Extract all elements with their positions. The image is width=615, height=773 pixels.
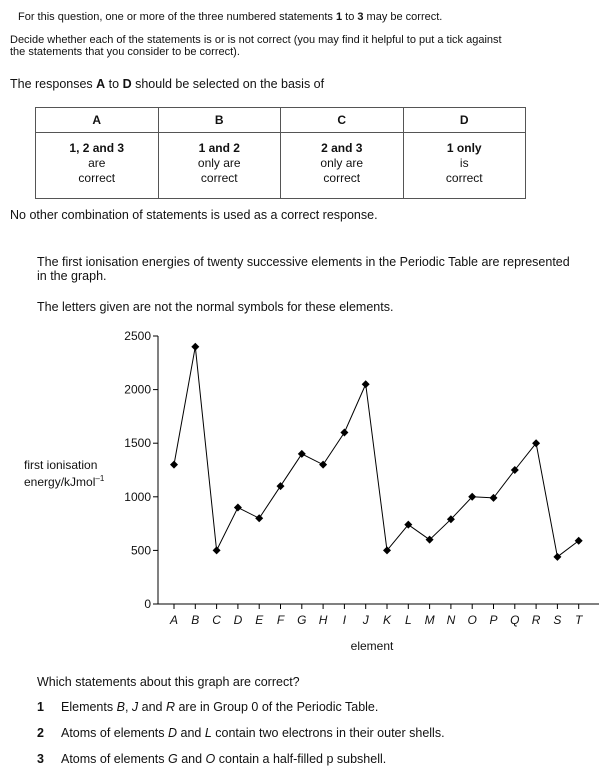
x-tick-label: M (424, 613, 435, 627)
data-point-E (255, 514, 263, 522)
x-axis-ticks (169, 604, 584, 627)
x-tick-label: N (446, 613, 456, 627)
table-header-b: B (158, 108, 281, 133)
x-tick-label: B (191, 613, 200, 627)
x-tick-label: P (489, 613, 498, 627)
table-cell-d: 1 only is correct (403, 133, 526, 199)
x-tick-label: O (467, 613, 477, 627)
table-cell-b: 1 and 2 only are correct (158, 133, 281, 199)
x-tick-label: L (404, 613, 412, 627)
data-point-D (234, 504, 242, 512)
x-tick-label: H (318, 613, 328, 627)
data-point-A (170, 461, 178, 469)
data-point-I (340, 428, 348, 436)
data-point-B (191, 343, 199, 351)
instruction-line-3: the statements that you consider to be correct). (10, 46, 240, 58)
data-point-J (362, 380, 370, 388)
question-intro-line-2: in the graph. (37, 269, 107, 283)
x-tick-label: T (575, 613, 583, 627)
instruction-line-1: For this question, one or more of the three numbered statements 1 to 3 may be correct. (18, 11, 443, 23)
x-tick-label: E (255, 613, 264, 627)
table-cell-a: 1, 2 and 3 are correct (36, 133, 159, 199)
ionisation-energy-chart (0, 325, 615, 660)
y-tick-label: 500 (130, 543, 151, 558)
data-markers (170, 343, 583, 561)
data-point-T (575, 537, 583, 545)
data-point-H (319, 461, 327, 469)
table-header-c: C (281, 108, 404, 133)
x-tick-label: G (297, 613, 307, 627)
question-prompt: Which statements about this graph are correct? (37, 675, 300, 689)
y-tick-label: 0 (144, 597, 151, 611)
y-axis-label: first ionisation energy/kJmol$^{-1}$ (24, 458, 105, 489)
y-axis-ticks (124, 329, 158, 611)
question-intro-line-3: The letters given are not the normal symbols for these elements. (37, 300, 394, 314)
x-tick-label: A (169, 613, 179, 627)
y-tick-label: 2000 (124, 382, 151, 397)
data-point-F (277, 482, 285, 490)
data-point-S (553, 553, 561, 561)
data-point-C (213, 546, 221, 554)
data-point-P (490, 494, 498, 502)
statement-2: 2 Atoms of elements D and L contain two electrons in their outer shells. (37, 726, 445, 740)
question-intro-line-1: The first ionisation energies of twenty successive elements in the Periodic Table are represented (37, 255, 570, 269)
x-tick-label: C (212, 613, 221, 627)
y-tick-label: 2500 (124, 329, 151, 343)
statement-1: 1 Elements B, J and R are in Group 0 of the Periodic Table. (37, 700, 379, 714)
y-tick-label: 1000 (124, 489, 151, 504)
x-tick-label: I (342, 613, 347, 627)
chart-axes (158, 336, 599, 604)
response-key-table (35, 107, 526, 199)
x-tick-label: S (553, 613, 562, 627)
data-point-G (298, 450, 306, 458)
x-tick-label: J (362, 613, 369, 627)
y-tick-label: 1500 (124, 436, 151, 451)
table-cell-c: 2 and 3 only are correct (281, 133, 404, 199)
statement-3: 3 Atoms of elements G and O contain a half-filled p subshell. (37, 752, 387, 766)
instruction-line-2: Decide whether each of the statements is or is not correct (you may find it helpful to put a tick against (10, 34, 502, 46)
x-tick-label: Q (510, 613, 520, 627)
table-header-d: D (403, 108, 526, 133)
x-axis-label: element (350, 639, 394, 653)
x-tick-label: R (531, 613, 541, 627)
series-line (174, 347, 579, 557)
no-other-combination-text: No other combination of statements is used as a correct response. (10, 208, 378, 222)
table-header-a: A (36, 108, 159, 133)
x-tick-label: F (276, 613, 285, 627)
responses-basis-text: The responses A to D should be selected on the basis of (10, 77, 325, 91)
x-tick-label: D (233, 613, 243, 627)
x-tick-label: K (382, 613, 392, 627)
